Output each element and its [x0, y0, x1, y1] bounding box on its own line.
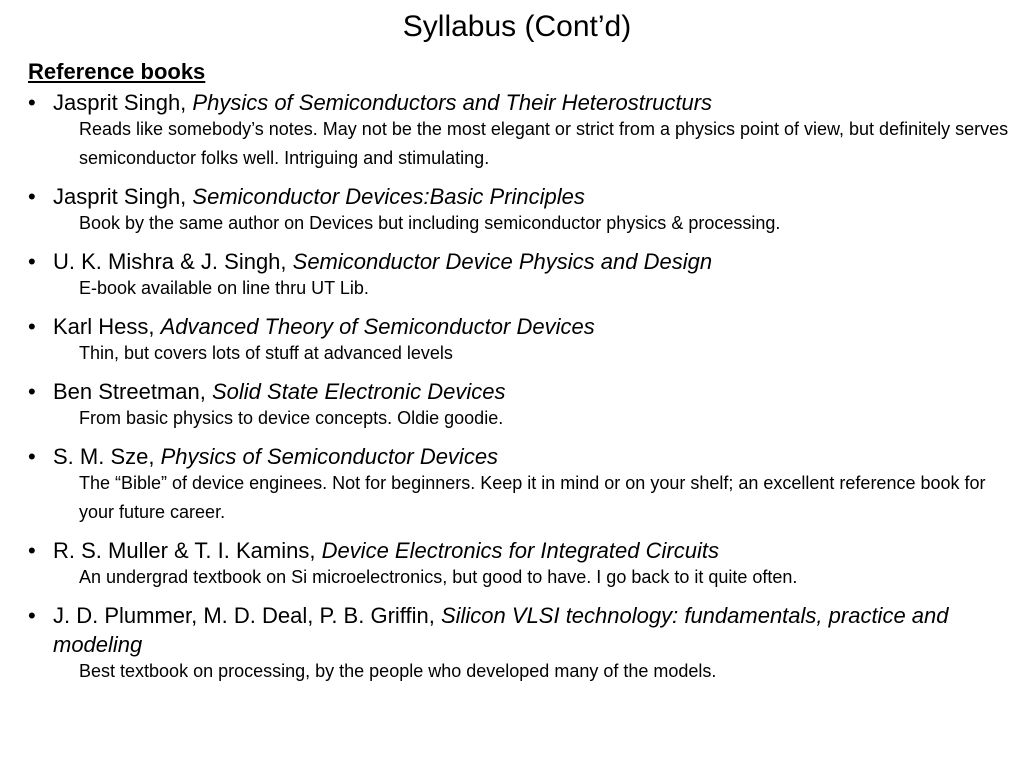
book-note: Thin, but covers lots of stuff at advanced levels: [79, 343, 453, 363]
slide-title: Syllabus (Cont’d): [402, 10, 632, 43]
bullet-icon: •: [28, 444, 36, 469]
book-author: U. K. Mishra & J. Singh,: [53, 249, 293, 274]
book-item: [28, 88, 1018, 173]
book-title: Device Electronics for Integrated Circuits: [321, 538, 719, 563]
book-item: [28, 247, 1018, 303]
book-item: [28, 442, 1018, 527]
book-title: Solid State Electronic Devices: [211, 379, 506, 404]
book-author: S. M. Sze,: [53, 444, 161, 469]
bullet-icon: •: [28, 379, 36, 404]
book-entry: [53, 536, 1018, 565]
book-entry: [53, 88, 1018, 117]
book-note: Best textbook on processing, by the people who developed many of the models.: [79, 661, 717, 681]
book-entry: [53, 442, 1018, 471]
reference-book-list: [28, 88, 1018, 695]
book-note: Book by the same author on Devices but including semiconductor physics & processing.: [79, 213, 781, 233]
book-author: R. S. Muller & T. I. Kamins,: [53, 538, 322, 563]
book-entry: [53, 601, 1018, 659]
book-item: [28, 377, 1018, 433]
book-note: The “Bible” of device enginees. Not for beginners. Keep it in mind or on your shelf; an excellent reference book for your future career.: [79, 473, 986, 522]
bullet-icon: •: [28, 603, 36, 628]
bullet-icon: •: [28, 249, 36, 274]
book-entry: [53, 312, 1018, 341]
book-author: Jasprit Singh,: [53, 184, 193, 209]
bullet-icon: •: [28, 184, 36, 209]
book-title: Semiconductor Device Physics and Design: [292, 249, 713, 274]
book-item: [28, 601, 1018, 686]
book-author: Karl Hess,: [53, 314, 161, 339]
book-item: [28, 182, 1018, 238]
book-title: Physics of Semiconductors and Their Heterostructurs: [192, 90, 713, 115]
book-note: Reads like somebody’s notes. May not be the most elegant or strict from a physics point of view, but definitely serves semiconductor folks well. Intriguing and stimulating.: [79, 119, 1009, 168]
book-author: J. D. Plummer, M. D. Deal, P. B. Griffin,: [53, 603, 441, 628]
book-note: An undergrad textbook on Si microelectronics, but good to have. I go back to it quite often.: [79, 567, 798, 587]
book-note: From basic physics to device concepts. Oldie goodie.: [79, 408, 504, 428]
book-entry: [53, 247, 1018, 276]
book-author: Jasprit Singh,: [53, 90, 193, 115]
book-item: [28, 536, 1018, 592]
book-title: Advanced Theory of Semiconductor Devices: [160, 314, 595, 339]
bullet-icon: •: [28, 90, 36, 115]
book-entry: [53, 182, 1018, 211]
book-item: [28, 312, 1018, 368]
book-author: Ben Streetman,: [53, 379, 212, 404]
section-heading: Reference books: [28, 59, 206, 84]
book-title: Physics of Semiconductor Devices: [160, 444, 499, 469]
book-entry: [53, 377, 1018, 406]
book-title: Silicon VLSI technology: fundamentals, practice and modeling: [53, 603, 949, 657]
bullet-icon: •: [28, 314, 36, 339]
bullet-icon: •: [28, 538, 36, 563]
book-title: Semiconductor Devices:Basic Principles: [192, 184, 585, 209]
book-note: E-book available on line thru UT Lib.: [79, 278, 369, 298]
